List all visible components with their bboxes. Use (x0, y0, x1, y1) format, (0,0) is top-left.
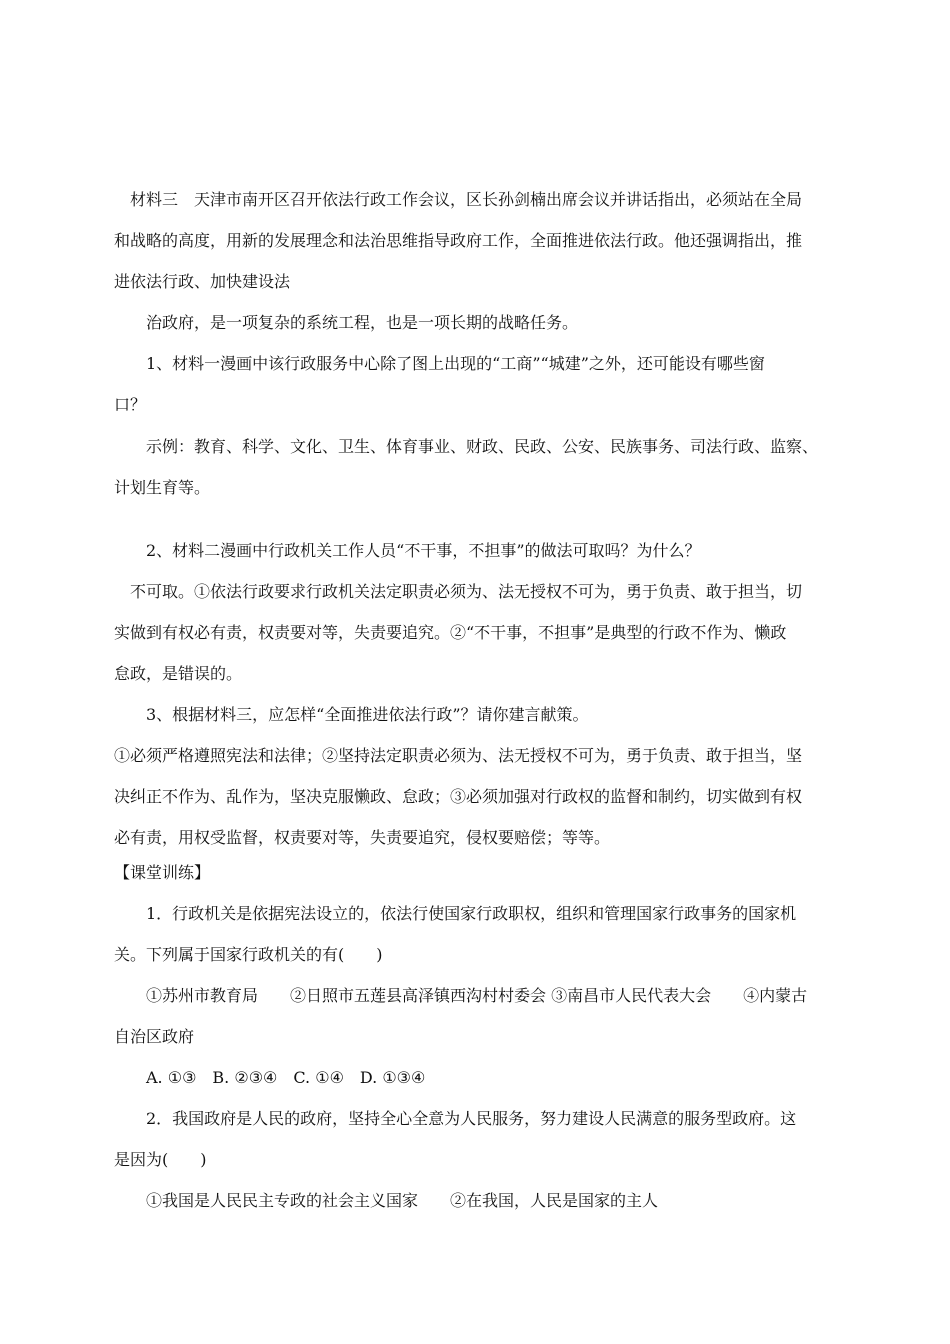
exercise-2-line-1: 2．我国政府是人民的政府，坚持全心全意为人民服务，努力建设人民满意的服务型政府。这 (146, 1109, 797, 1128)
answer-2-line-3: 怠政，是错误的。 (114, 664, 243, 683)
answer-2-line-1: 不可取。①依法行政要求行政机关法定职责必须为、法无授权不可为，勇于负责、敢于担当，切 (130, 582, 803, 601)
exercise-1-options-line-1: ①苏州市教育局 ②日照市五莲县高泽镇西沟村村委会 ③南昌市人民代表大会 ④内蒙古 (146, 986, 808, 1005)
exercise-1-line-2: 关。下列属于国家行政机关的有( ) (114, 945, 383, 964)
material3-line-2: 和战略的高度，用新的发展理念和法治思维指导政府工作，全面推进依法行政。他还强调指出，推 (114, 231, 803, 250)
answer-1-line-1: 示例：教育、科学、文化、卫生、体育事业、财政、民政、公安、民族事务、司法行政、监察、 (146, 437, 819, 456)
question-1-line-1: 1、材料一漫画中该行政服务中心除了图上出现的“工商”“城建”之外，还可能设有哪些窗 (146, 354, 765, 373)
exercise-2-line-2: 是因为( ) (114, 1150, 207, 1169)
answer-3-line-1: ①必须严格遵照宪法和法律；②坚持法定职责必须为、法无授权不可为，勇于负责、敢于担当，坚 (114, 746, 803, 765)
exercise-1-line-1: 1．行政机关是依据宪法设立的，依法行使国家行政职权，组织和管理国家行政事务的国家机 (146, 904, 797, 923)
exercise-1-choices: A. ①③ B. ②③④ C. ①④ D. ①③④ (146, 1068, 426, 1087)
section-heading-classroom-training: 【课堂训练】 (114, 863, 211, 882)
answer-2-line-2: 实做到有权必有责，权责要对等，失责要追究。②“不干事，不担事”是典型的行政不作为、懒政 (114, 623, 787, 642)
question-1-line-2: 口？ (114, 395, 147, 414)
answer-1-line-2: 计划生育等。 (114, 478, 211, 497)
answer-3-line-3: 必有责，用权受监督，权责要对等，失责要追究，侵权要赔偿；等等。 (114, 828, 611, 847)
material3-line-1: 材料三 天津市南开区召开依法行政工作会议，区长孙剑楠出席会议并讲话指出，必须站在全局 (130, 190, 803, 209)
material3-line-4: 治政府，是一项复杂的系统工程，也是一项长期的战略任务。 (146, 313, 579, 332)
exercise-1-options-line-2: 自治区政府 (114, 1027, 195, 1046)
answer-3-line-2: 决纠正不作为、乱作为，坚决克服懒政、怠政；③必须加强对行政权的监督和制约，切实做到有权 (114, 787, 803, 806)
question-2-line-1: 2、材料二漫画中行政机关工作人员“不干事，不担事”的做法可取吗？为什么？ (146, 541, 701, 560)
exercise-2-options-line-1: ①我国是人民民主专政的社会主义国家 ②在我国，人民是国家的主人 (146, 1191, 659, 1210)
material3-line-3: 进依法行政、加快建设法 (114, 272, 291, 291)
question-3-line-1: 3、根据材料三，应怎样“全面推进依法行政”？请你建言献策。 (146, 705, 589, 724)
